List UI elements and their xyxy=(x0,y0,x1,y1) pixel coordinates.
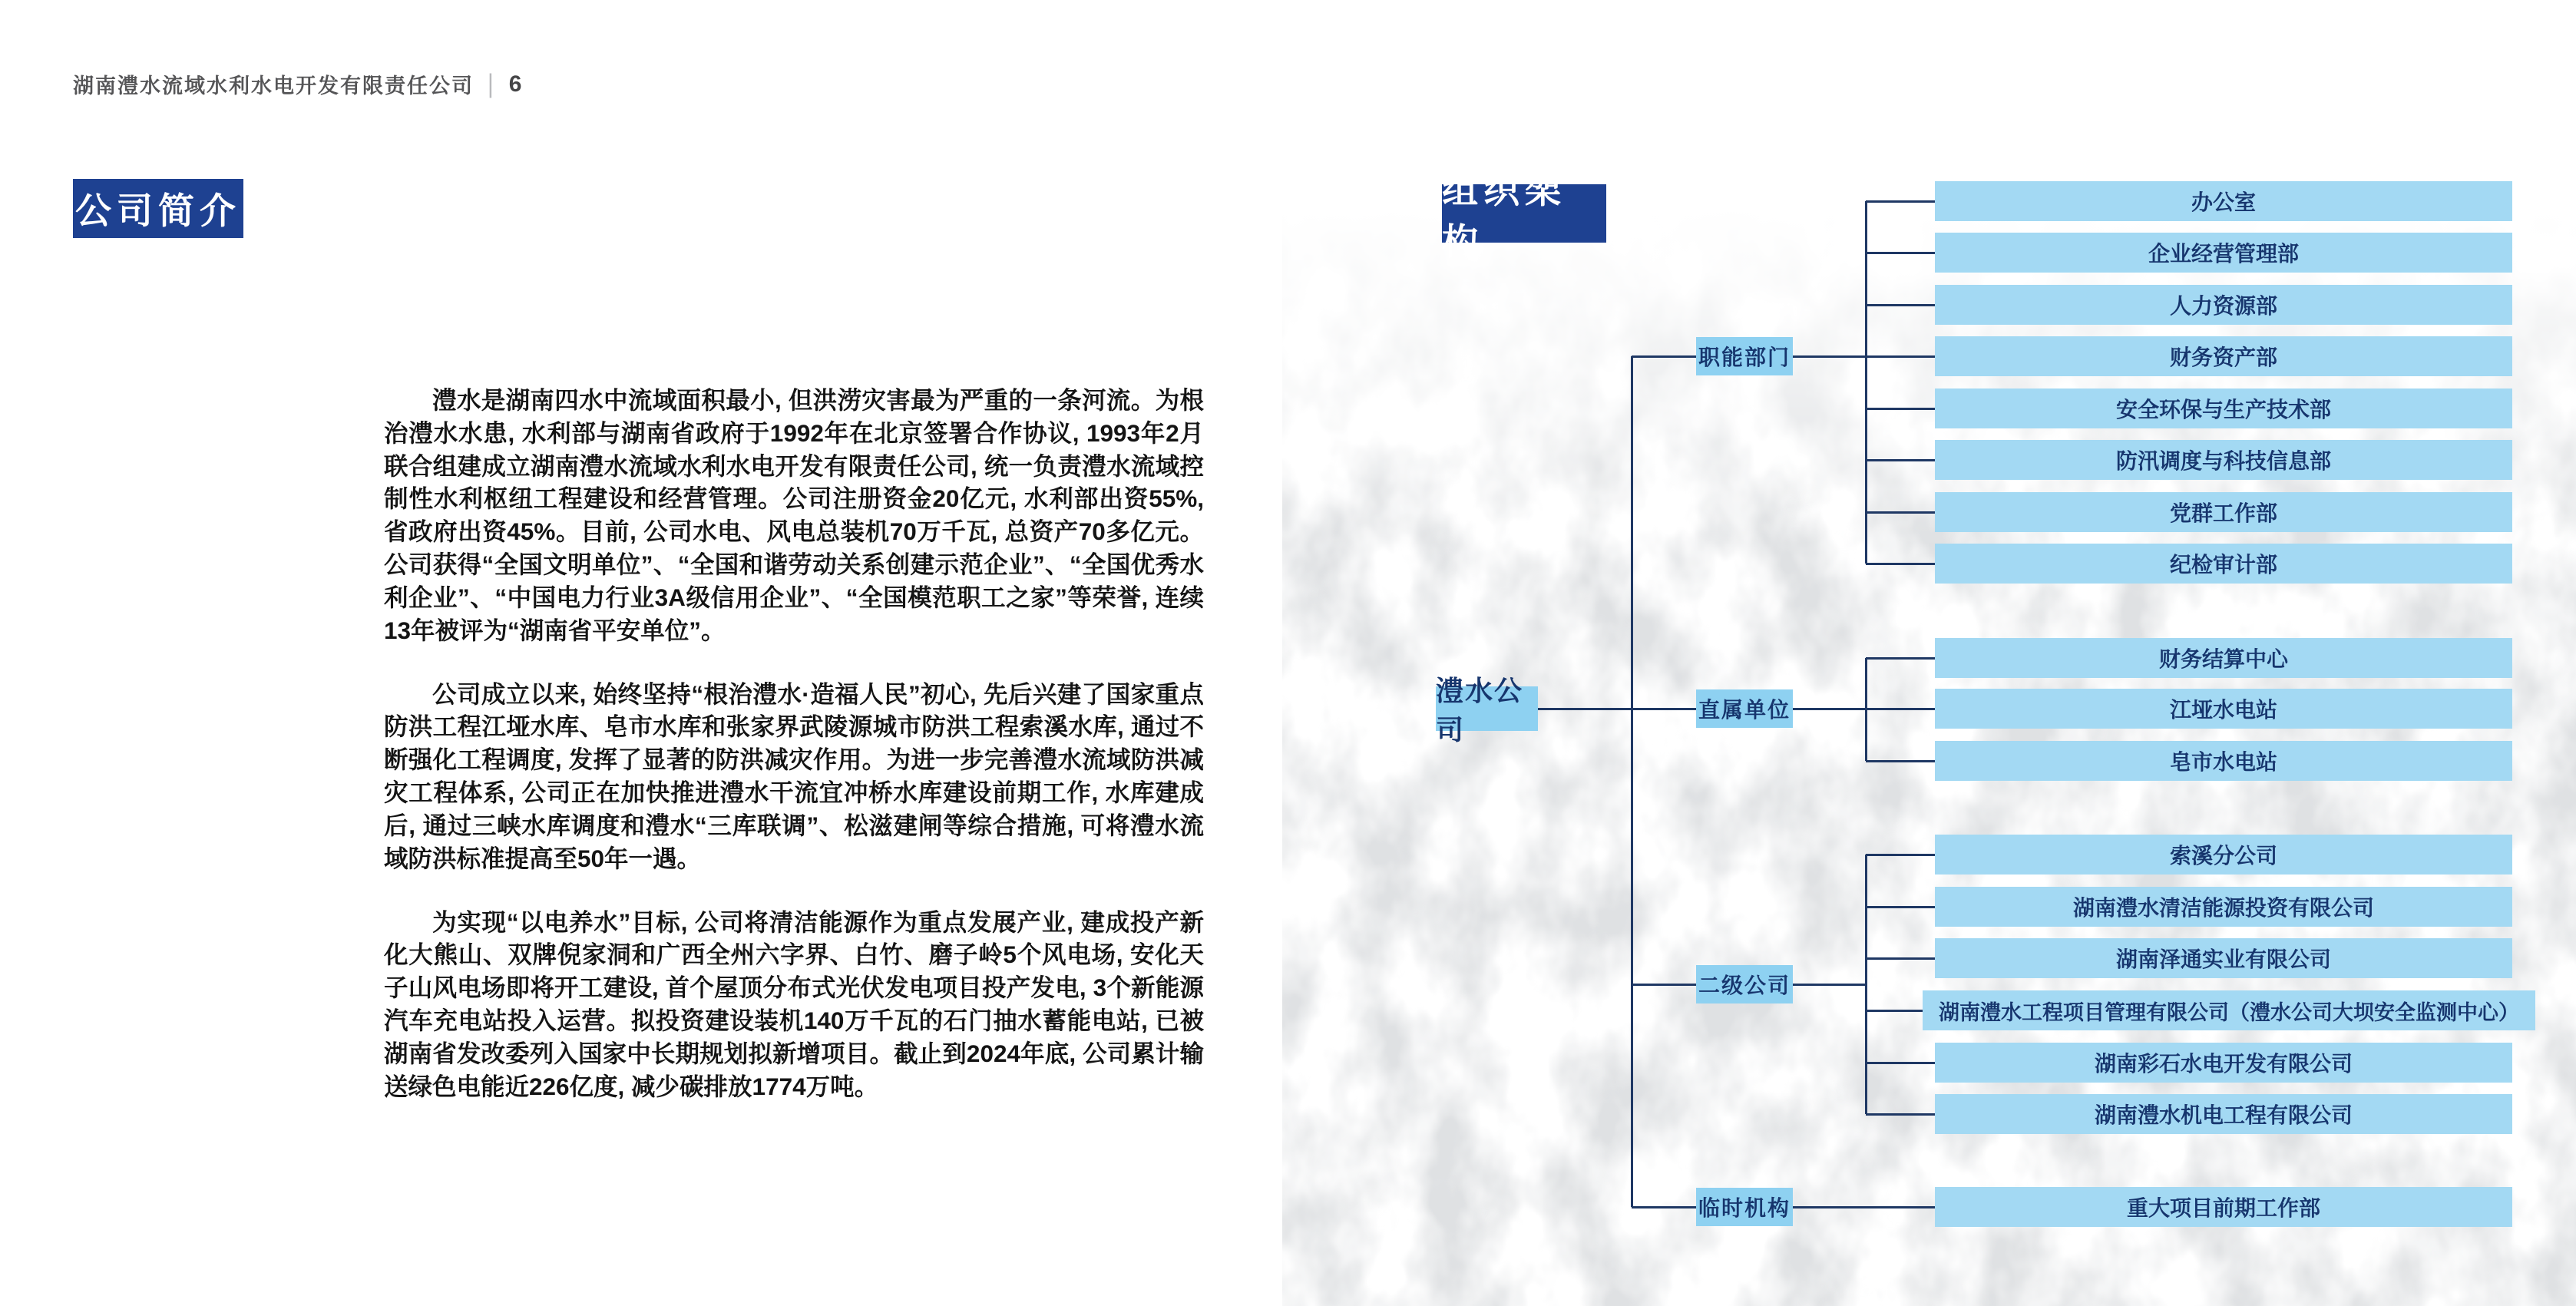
org-connector-line xyxy=(1632,984,1696,986)
org-category-node: 二级公司 xyxy=(1696,965,1793,1003)
org-connector-line xyxy=(1866,200,1935,203)
org-category-node: 临时机构 xyxy=(1696,1188,1793,1226)
intro-paragraph: 为实现“以电养水”目标, 公司将清洁能源作为重点发展产业, 建成投产新化大熊山、双牌倪家洞和广西全州六字界、白竹、磨子岭5个风电场, 安化天子山风电场即将开工建设, 首个屋顶分布式光伏发电项目投产发电, 3个新能源汽车充电站投入运营。拟投资建设装机140万千瓦的石门抽水蓄能电站, 已被湖南省发改委列入国家中长期规划拟新增项目。截止到2024年底, 公司累计输送绿色电能近226亿度, 减少碳排放1774万吨。 xyxy=(384,908,1204,1100)
org-connector-line xyxy=(1866,957,1935,960)
org-category-node: 职能部门 xyxy=(1696,337,1793,375)
section-title-company-intro: 公司简介 xyxy=(73,179,243,238)
org-child-node: 湖南澧水工程项目管理有限公司（澧水公司大坝安全监测中心） xyxy=(1923,990,2535,1030)
org-connector-line xyxy=(1866,708,1935,710)
org-connector-line xyxy=(1866,252,1935,254)
org-child-node: 湖南彩石水电开发有限公司 xyxy=(1935,1043,2512,1083)
org-connector-line xyxy=(1866,760,1935,762)
org-child-node: 重大项目前期工作部 xyxy=(1935,1187,2512,1227)
org-connector-line xyxy=(1631,356,1633,1207)
org-child-node: 索溪分公司 xyxy=(1935,835,2512,875)
org-child-node: 江垭水电站 xyxy=(1935,689,2512,729)
intro-paragraph: 公司成立以来, 始终坚持“根治澧水·造福人民”初心, 先后兴建了国家重点防洪工程江垭水库、皂市水库和张家界武陵源城市防洪工程索溪水库, 通过不断强化工程调度, 发挥了显著的防洪减灾作用。为进一步完善澧水流域防洪减灾工程体系, 公司正在加快推进澧水干流宜冲桥水库建设前期工作, 水库建成后, 通过三峡水库调度和澧水“三库联调”、松滋建闸等综合措施, 可将澧水流域防洪标准提高至50年一遇。 xyxy=(384,679,1204,872)
org-root-node: 澧水公司 xyxy=(1436,686,1538,731)
org-child-node: 财务资产部 xyxy=(1935,336,2512,376)
org-child-node: 安全环保与生产技术部 xyxy=(1935,388,2512,428)
org-child-node: 湖南澧水机电工程有限公司 xyxy=(1935,1094,2512,1134)
org-connector-line xyxy=(1865,201,1867,564)
org-connector-line xyxy=(1866,304,1935,306)
org-connector-line xyxy=(1865,855,1867,1114)
section-title-org-structure: 组织架构 xyxy=(1442,184,1606,243)
org-connector-line xyxy=(1793,355,1866,358)
org-connector-line xyxy=(1866,657,1935,660)
org-child-node: 湖南澧水清洁能源投资有限公司 xyxy=(1935,887,2512,927)
org-connector-line xyxy=(1866,511,1935,514)
org-child-node: 人力资源部 xyxy=(1935,285,2512,325)
org-connector-line xyxy=(1866,459,1935,461)
intro-paragraph: 澧水是湖南四水中流域面积最小, 但洪涝灾害最为严重的一条河流。为根治澧水水患, 水利部与湖南省政府于1992年在北京签署合作协议, 1993年2月联合组建成立湖南澧水流域水利水电开发有限责任公司, 统一负责澧水流域控制性水利枢纽工程建设和经营管理。公司注册资金20亿元, 水利部出资55%, 省政府出资45%。目前, 公司水电、风电总装机70万千瓦, 总资产70多亿元。公司获得“全国文明单位”、“全国和谐劳动关系创建示范企业”、“全国优秀水利企业”、“中国电力行业3A级信用企业”、“全国模范职工之家”等荣誉, 连续13年被评为“湖南省平安单位”。 xyxy=(384,386,1204,644)
org-child-node: 办公室 xyxy=(1935,181,2512,221)
org-category-node: 直属单位 xyxy=(1696,689,1793,728)
org-connector-line xyxy=(1793,1206,1935,1208)
org-child-node: 防汛调度与科技信息部 xyxy=(1935,440,2512,480)
org-connector-line xyxy=(1866,906,1935,908)
org-connector-line xyxy=(1632,1206,1696,1208)
org-connector-line xyxy=(1632,355,1696,358)
org-connector-line xyxy=(1866,1062,1935,1064)
header-separator: | xyxy=(488,68,495,98)
org-connector-line xyxy=(1632,708,1696,710)
left-page-number: 6 xyxy=(508,71,522,97)
org-connector-line xyxy=(1866,408,1935,410)
org-connector-line xyxy=(1793,984,1866,986)
org-connector-line xyxy=(1866,854,1935,856)
org-child-node: 企业经营管理部 xyxy=(1935,233,2512,273)
org-child-node: 纪检审计部 xyxy=(1935,544,2512,584)
company-name: 湖南澧水流域水利水电开发有限责任公司 xyxy=(73,74,474,98)
org-connector-line xyxy=(1866,355,1935,358)
org-connector-line xyxy=(1793,708,1866,710)
org-child-node: 财务结算中心 xyxy=(1935,638,2512,678)
org-child-node: 党群工作部 xyxy=(1935,492,2512,532)
org-child-node: 湖南泽通实业有限公司 xyxy=(1935,938,2512,978)
org-child-node: 皂市水电站 xyxy=(1935,741,2512,781)
org-connector-line xyxy=(1866,1113,1935,1116)
org-connector-line xyxy=(1866,563,1935,565)
